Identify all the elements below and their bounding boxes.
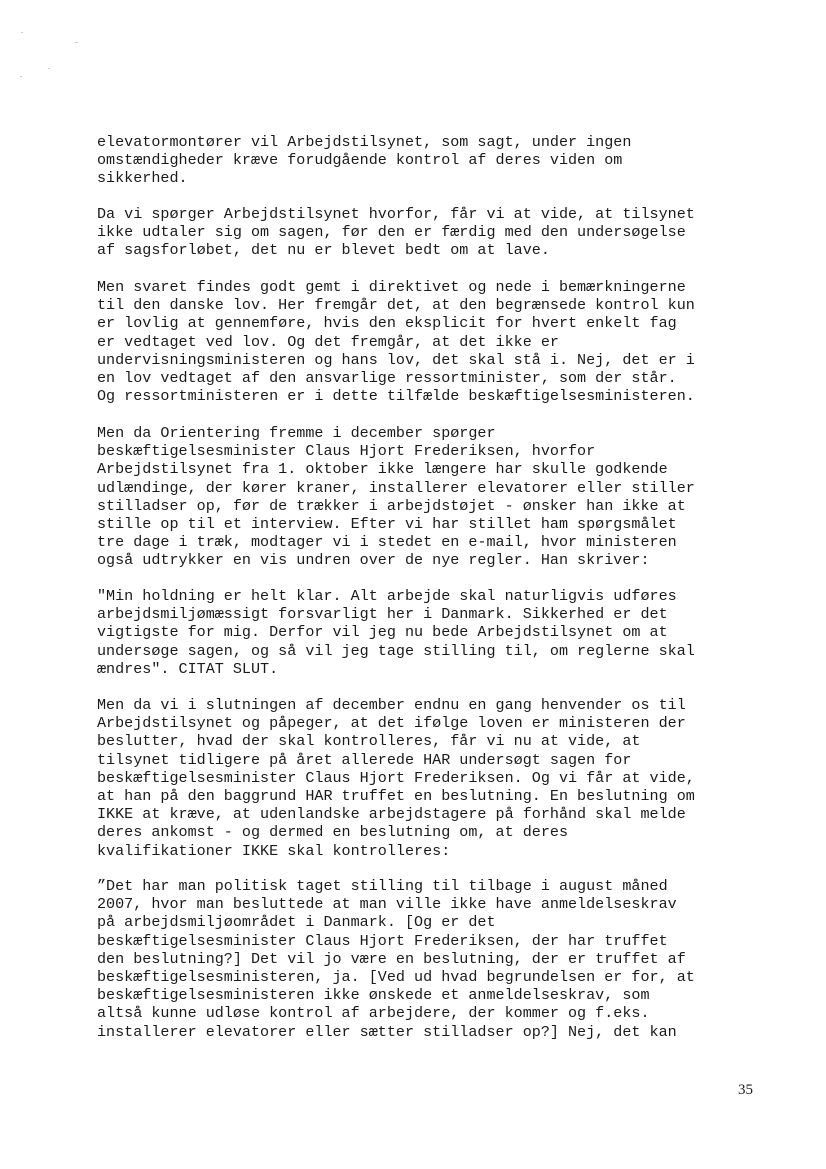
paragraph-3: Men svaret findes godt gemt i direktivet og nede i bemærkningerne til den danske lov. Her fremgår det, at den begrænsede kontrol kun er lovlig at gennemføre, hvis den eksplicit for hvert enkelt fag er vedtaget ved lov. Og det fremgår, at det ikke er undervisningsministeren og hans lov, det skal stå i. Nej, det er i en lov vedtaget af den ansvarlige ressortminister, som der står. Og ressortministeren er i dette tilfælde beskæftigelsesministeren.	[97, 278, 695, 406]
scan-speck	[75, 42, 78, 43]
page-number: 35	[738, 1082, 753, 1098]
scan-speck	[48, 68, 50, 69]
paragraph-2: Da vi spørger Arbejdstilsynet hvorfor, får vi at vide, at tilsynet ikke udtaler sig om sagen, før den er færdig med den undersøgelse af sagsforløbet, det nu er blevet bedt om at lave.	[97, 205, 695, 260]
paragraph-7-quote: ”Det har man politisk taget stilling til tilbage i august måned 2007, hvor man besluttede at man ville ikke have anmeldelseskrav på arbejdsmiljøområdet i Danmark. [Og er det beskæftigelsesminister Claus Hjort Frederiksen, der har truffet den beslutning?] Det vil jo være en beslutning, der er truffet af beskæftigelsesministeren, ja. [Ved ud hvad begrundelsen er for, at beskæftigelsesministeren ikke ønskede et anmeldelseskrav, som altså kunne udløse kontrol af arbejdere, der kommer og f.eks. installerer elevatorer eller sætter stilladser op?] Nej, det kan	[97, 877, 695, 1041]
scan-speck	[20, 76, 22, 77]
paragraph-1: elevatormontører vil Arbejdstilsynet, som sagt, under ingen omstændigheder kræve forudgående kontrol af deres viden om sikkerhed.	[97, 133, 632, 188]
paragraph-4: Men da Orientering fremme i december spørger beskæftigelsesminister Claus Hjort Frederiksen, hvorfor Arbejdstilsynet fra 1. oktober ikke længere har skulle godkende udlændinge, der kører kraner, installerer elevatorer eller stiller stilladser op, før de trækker i arbejdstøjet - ønsker han ikke at stille op til et interview. Efter vi har stillet ham spørgsmålet tre dage i træk, modtager vi i stedet en e-mail, hvor ministeren også udtrykker en vis undren over de nye regler. Han skriver:	[97, 424, 695, 570]
paragraph-6: Men da vi i slutningen af december endnu en gang henvender os til Arbejdstilsynet og påpeger, at det ifølge loven er ministeren der beslutter, hvad der skal kontrolleres, får vi nu at vide, at tilsynet tidligere på året allerede HAR undersøgt sagen for beskæftigelsesminister Claus Hjort Frederiksen. Og vi får at vide, at han på den baggrund HAR truffet en beslutning. En beslutning om IKKE at kræve, at udenlandske arbejdstagere på forhånd skal melde deres ankomst - og dermed en beslutning om, at deres kvalifikationer IKKE skal kontrolleres:	[97, 696, 695, 860]
scan-speck	[21, 32, 23, 33]
paragraph-5-quote: "Min holdning er helt klar. Alt arbejde skal naturligvis udføres arbejdsmiljømæssigt forsvarligt her i Danmark. Sikkerhed er det vigtigste for mig. Derfor vil jeg nu bede Arbejdstilsynet om at undersøge sagen, og så vil jeg tage stilling til, om reglerne skal ændres". CITAT SLUT.	[97, 587, 695, 678]
